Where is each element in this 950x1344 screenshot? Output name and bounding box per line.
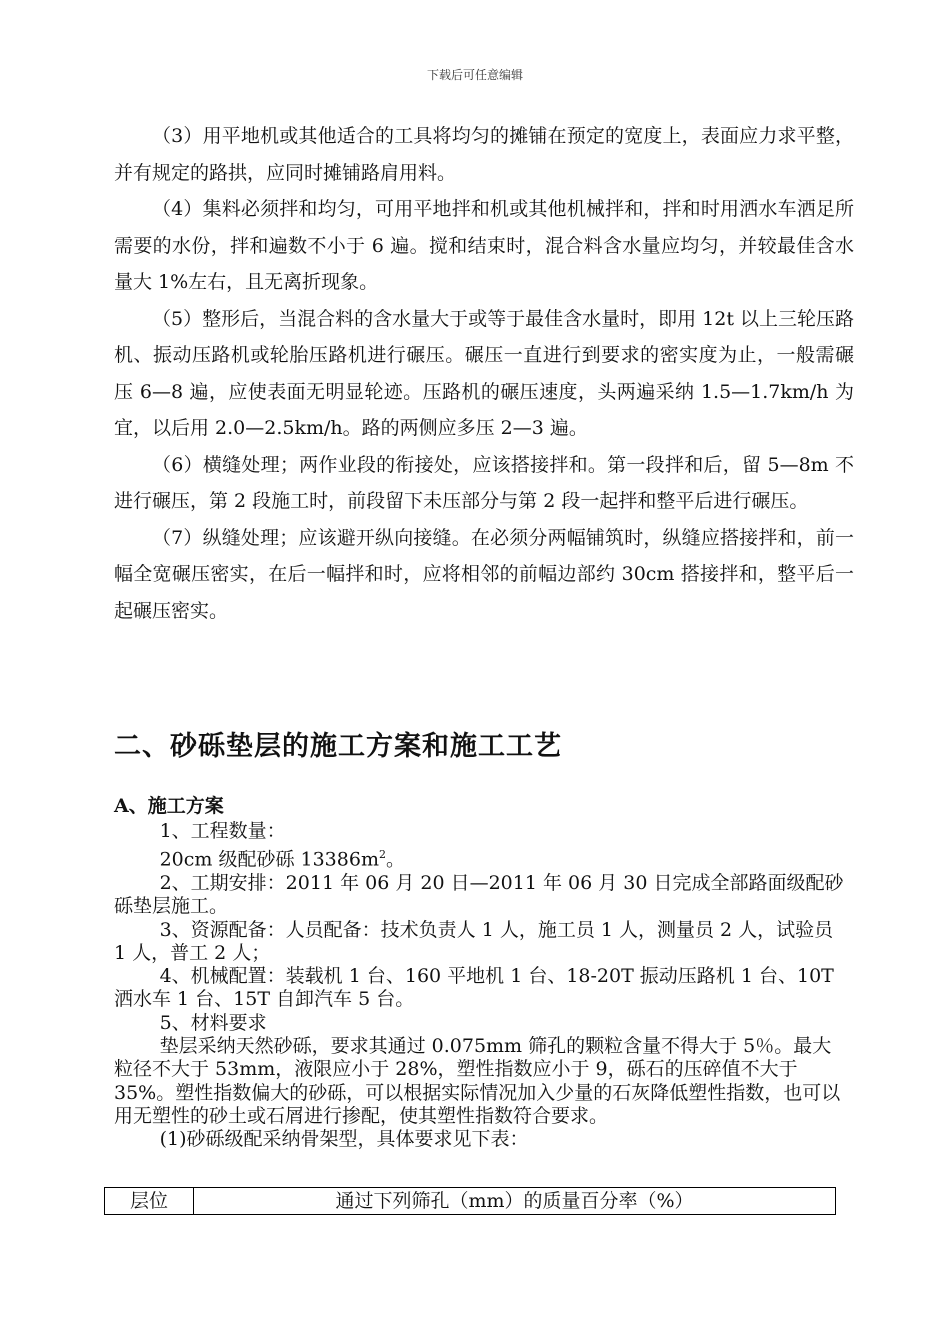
- table-row: [105, 1188, 836, 1215]
- plan-item-quantity: 1、工程数量：: [159, 820, 286, 842]
- quantity-suffix: 。: [385, 848, 405, 871]
- table-header-layer: 层位: [105, 1188, 194, 1215]
- subsection-heading: A、施工方案: [114, 795, 224, 817]
- paragraph-step-7: （7）纵缝处理；应该避开纵向接缝。在必须分两幅铺筑时，纵缝应搭接拌和，前一幅全宽碾压密实，在后一幅拌和时，应将相邻的前幅边部约 30cm 搭接拌和，整平后一起碾压密实。: [114, 526, 854, 622]
- paragraph-step-4: （4）集料必须拌和均匀，可用平地拌和机或其他机械拌和，拌和时用洒水车洒足所需要的水份，拌和遍数不小于 6 遍。搅和结束时，混合料含水量应均匀，并较最佳含水量大 1%左右，且无离折现象。: [114, 198, 854, 293]
- construction-steps: [114, 118, 854, 629]
- table-header-passing: 通过下列筛孔（mm）的质量百分率（%）: [194, 1188, 836, 1215]
- paragraph-step-5: （5）整形后，当混合料的含水量大于或等于最佳含水量时，即用 12t 以上三轮压路机、振动压路机或轮胎压路机进行碾压。碾压一直进行到要求的密实度为止，一般需碾压 6—8 遍，应使表面无明显轮迹。压路机的碾压速度，头两遍采纳 1.5—1.7km/h 为宜，以后用 2.0—2.5km/h。路的两侧应多压 2—3 遍。: [114, 307, 854, 439]
- plan-body: [114, 820, 844, 1151]
- grading-intro: (1)砂砾级配采纳骨架型，具体要求见下表：: [159, 1128, 529, 1151]
- section-heading: 二、砂砾垫层的施工方案和施工工艺: [114, 731, 562, 762]
- material-requirements-text: 垫层采纳天然砂砾，要求其通过 0.075mm 筛孔的颗粒含量不得大于 5％。最大粒径不大于 53mm，液限应小于 28%，塑性指数应小于 9，砾石的压碎值不大于 35%。塑性指数偏大的砂砾，可以根据实际情况加入少量的石灰降低塑性指数，也可以用无塑性的砂土或石屑进行掺配，使其塑性指数符合要求。: [114, 1035, 841, 1127]
- plan-item-machinery: 4、机械配置：装载机 1 台、160 平地机 1 台、18-20T 振动压路机 1 台、10T 洒水车 1 台、15T 自卸汽车 5 台。: [114, 965, 834, 1011]
- paragraph-step-3: （3）用平地机或其他适合的工具将均匀的摊铺在预定的宽度上，表面应力求平整，并有规定的路拱，应同时摊铺路肩用料。: [114, 125, 854, 184]
- quantity-superscript: 2: [378, 848, 386, 862]
- plan-item-materials: 5、材料要求: [159, 1011, 267, 1034]
- plan-quantity-value: [114, 843, 844, 872]
- quantity-text: 20cm 级配砂砾 13386m: [159, 848, 379, 871]
- plan-item-resources: 3、资源配备：人员配备：技术负责人 1 人，施工员 1 人，测量员 2 人，试验员 1 人，普工 2 人；: [114, 918, 834, 964]
- plan-item-schedule: 2、工期安排：2011 年 06 月 20 日—2011 年 06 月 30 日完成全部路面级配砂砾垫层施工。: [114, 871, 844, 918]
- page-header-note: 下载后可任意编辑: [426, 68, 523, 82]
- grading-table: [104, 1187, 836, 1215]
- paragraph-step-6: （6）横缝处理；两作业段的衔接处，应该搭接拌和。第一段拌和后，留 5—8m 不进行碾压，第 2 段施工时，前段留下未压部分与第 2 段一起拌和整平后进行碾压。: [114, 453, 854, 512]
